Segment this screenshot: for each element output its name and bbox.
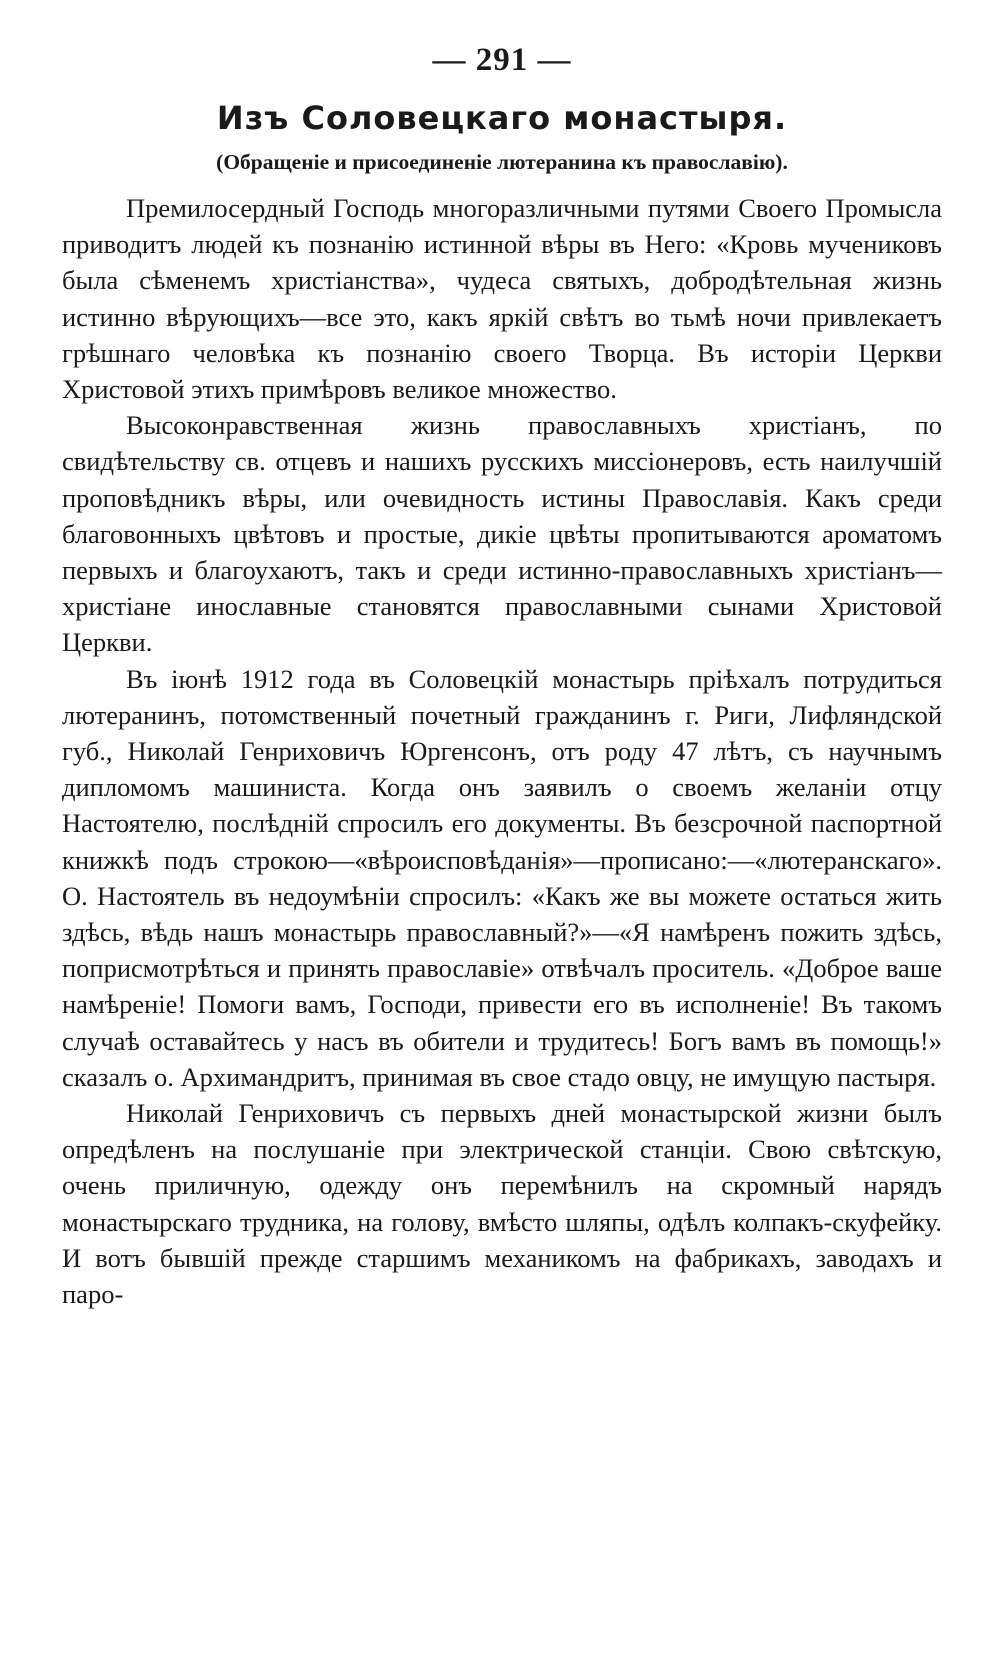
paragraph: Высоконравственная жизнь православныхъ христіанъ, по свидѣтельству св. отцевъ и нашихъ русскихъ миссіонеровъ, есть наилучшій проповѣдникъ вѣры, или очевидность истины Православія. Какъ среди благовонныхъ цвѣтовъ и простые, дикіе цвѣты пропитываются ароматомъ первыхъ и благоухаютъ, такъ и среди истинно-православныхъ христіанъ—христіане инославные становятся православными сынами Христовой Церкви. <box>62 410 942 658</box>
document-page <box>62 40 942 1312</box>
article-subtitle: (Обращеніе и присоединеніе лютеранина къ православію). <box>216 150 788 174</box>
article-title: Изъ Соловецкаго монастыря. <box>216 99 788 137</box>
paragraph: Въ іюнѣ 1912 года въ Соловецкій монастырь пріѣхалъ потрудиться лютеранинъ, потомственный почетный гражданинъ г. Риги, Лифляндской губ., Николай Генриховичъ Юргенсонъ, отъ роду 47 лѣтъ, съ научнымъ дипломомъ машиниста. Когда онъ заявилъ о своемъ желаніи отцу Настоятелю, послѣдній спросилъ его документы. Въ безсрочной паспортной книжкѣ подъ строкою—«вѣроисповѣданія»—прописано:—«лютеранскаго». О. Настоятель въ недоумѣніи спросилъ: «Какъ же вы можете остаться жить здѣсь, вѣдь нашъ монастырь православный?»—«Я намѣренъ пожить здѣсь, поприсмотрѣться и принять православіе» отвѣчалъ проситель. «Доброе ваше намѣреніе! Помоги вамъ, Господи, привести его въ исполненіе! Въ такомъ случаѣ оставайтесь у насъ въ обители и трудитесь! Богъ вамъ въ помощь!» сказалъ о. Архимандритъ, принимая въ свое стадо овцу, не имущую пастыря. <box>62 663 942 1092</box>
paragraph: Премилосердный Господь многоразличными путями Своего Промысла приводитъ людей къ познанію истинной вѣры въ Него: «Кровь мучениковъ была сѣменемъ христіанства», чудеса святыхъ, добродѣтельная жизнь истинно вѣрующихъ—все это, какъ яркій свѣтъ во тьмѣ ночи привлекаетъ грѣшнаго человѣка къ познанію своего Творца. Въ исторіи Церкви Христовой этихъ примѣровъ великое множество. <box>62 193 942 405</box>
paragraph: Николай Генриховичъ съ первыхъ дней монастырской жизни былъ опредѣленъ на послушаніе при электрической станціи. Свою свѣтскую, очень приличную, одежду онъ перемѣнилъ на скромный нарядъ монастырскаго трудника, на голову, вмѣсто шляпы, одѣлъ колпакъ-скуфейку. И вотъ бывшій прежде старшимъ механикомъ на фабрикахъ, заводахъ и паро- <box>62 1098 942 1310</box>
page-number: — 291 — <box>432 42 572 78</box>
article-body <box>62 190 942 1312</box>
